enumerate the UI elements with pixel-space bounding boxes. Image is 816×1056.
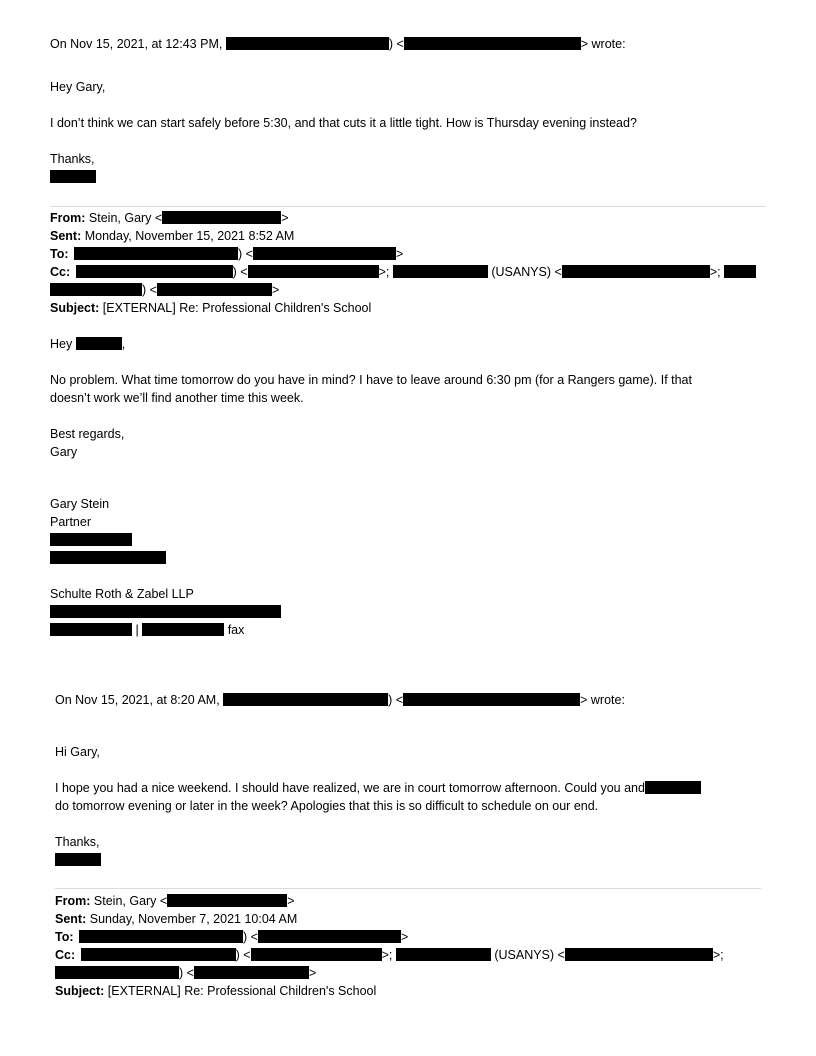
redaction: [393, 265, 488, 278]
msg1-to: To: ) < >: [50, 247, 404, 261]
redaction: [79, 930, 243, 943]
redaction: [55, 966, 179, 979]
redaction: [50, 283, 142, 296]
redaction: [50, 605, 281, 618]
sig-title: Partner: [50, 515, 91, 529]
msg2-cc: Cc: ) < >; (USANYS) < >;: [55, 948, 724, 962]
redaction: [223, 693, 388, 706]
msg1-sent: Sent: Monday, November 15, 2021 8:52 AM: [50, 229, 295, 243]
divider: [55, 888, 761, 889]
msg1-subject: Subject: [EXTERNAL] Re: Professional Children's School: [50, 301, 372, 315]
msg2-to: To: ) < >: [55, 930, 409, 944]
redaction: [76, 265, 233, 278]
reply1-header: On Nov 15, 2021, at 12:43 PM, ) < > wrote:: [50, 37, 626, 51]
redaction: [253, 247, 396, 260]
redaction: [157, 283, 272, 296]
msg2-subject: Subject: [EXTERNAL] Re: Professional Children's School: [55, 984, 377, 998]
redaction: [162, 211, 281, 224]
msg1-cc-cont: ) < >: [50, 283, 279, 298]
reply1-thanks: Thanks,: [50, 152, 95, 166]
reply2-greeting: Hi Gary,: [55, 745, 100, 759]
redaction: [50, 533, 132, 546]
redaction: [562, 265, 710, 278]
divider: [50, 206, 766, 207]
redaction: [404, 37, 581, 50]
reply2-thanks: Thanks,: [55, 835, 100, 849]
msg1-body-line2: doesn’t work we’ll find another time this week.: [50, 391, 304, 405]
reply1-body: I don’t think we can start safely before 5:30, and that cuts it a little tight. How is Thursday evening instead?: [50, 116, 637, 130]
redaction: [50, 623, 132, 636]
redaction: [55, 853, 101, 866]
redaction: [248, 265, 379, 278]
reply1-greeting: Hey Gary,: [50, 80, 106, 94]
redaction: [645, 781, 701, 794]
redaction: [194, 966, 309, 979]
msg1-from: From: Stein, Gary < >: [50, 211, 289, 225]
redacted-signature: [50, 170, 96, 185]
redaction: [565, 948, 713, 961]
sig-firm: Schulte Roth & Zabel LLP: [50, 587, 194, 601]
redaction: [251, 948, 382, 961]
redaction: [142, 623, 224, 636]
reply2-header: On Nov 15, 2021, at 8:20 AM, ) < > wrote:: [55, 693, 625, 707]
redaction: [226, 37, 389, 50]
redaction: [76, 337, 122, 350]
msg1-greeting: Hey ,: [50, 337, 126, 351]
redaction: [74, 247, 238, 260]
sig-phone-fax: | fax: [50, 623, 244, 638]
redaction: [724, 265, 756, 278]
msg1-signoff: Gary: [50, 445, 78, 459]
reply2-body-line1: I hope you had a nice weekend. I should have realized, we are in court tomorrow afternoon. Could you and: [55, 781, 701, 796]
msg1-cc: Cc: ) < >; (USANYS) < >;: [50, 265, 756, 280]
redaction: [50, 170, 96, 183]
redaction: [167, 894, 287, 907]
msg2-sent: Sent: Sunday, November 7, 2021 10:04 AM: [55, 912, 298, 926]
redaction: [258, 930, 401, 943]
redaction: [396, 948, 491, 961]
msg1-regards: Best regards,: [50, 427, 125, 441]
redaction: [81, 948, 236, 961]
msg2-cc-cont: ) < >: [55, 966, 316, 981]
redaction: [50, 551, 166, 564]
sig-name: Gary Stein: [50, 497, 110, 511]
reply2-body-line2: do tomorrow evening or later in the week? Apologies that this is so difficult to schedule on our end.: [55, 799, 599, 813]
msg1-body-line1: No problem. What time tomorrow do you have in mind? I have to leave around 6:30 pm (for a Rangers game). If that: [50, 373, 692, 387]
msg2-from: From: Stein, Gary < >: [55, 894, 295, 908]
redaction: [403, 693, 580, 706]
